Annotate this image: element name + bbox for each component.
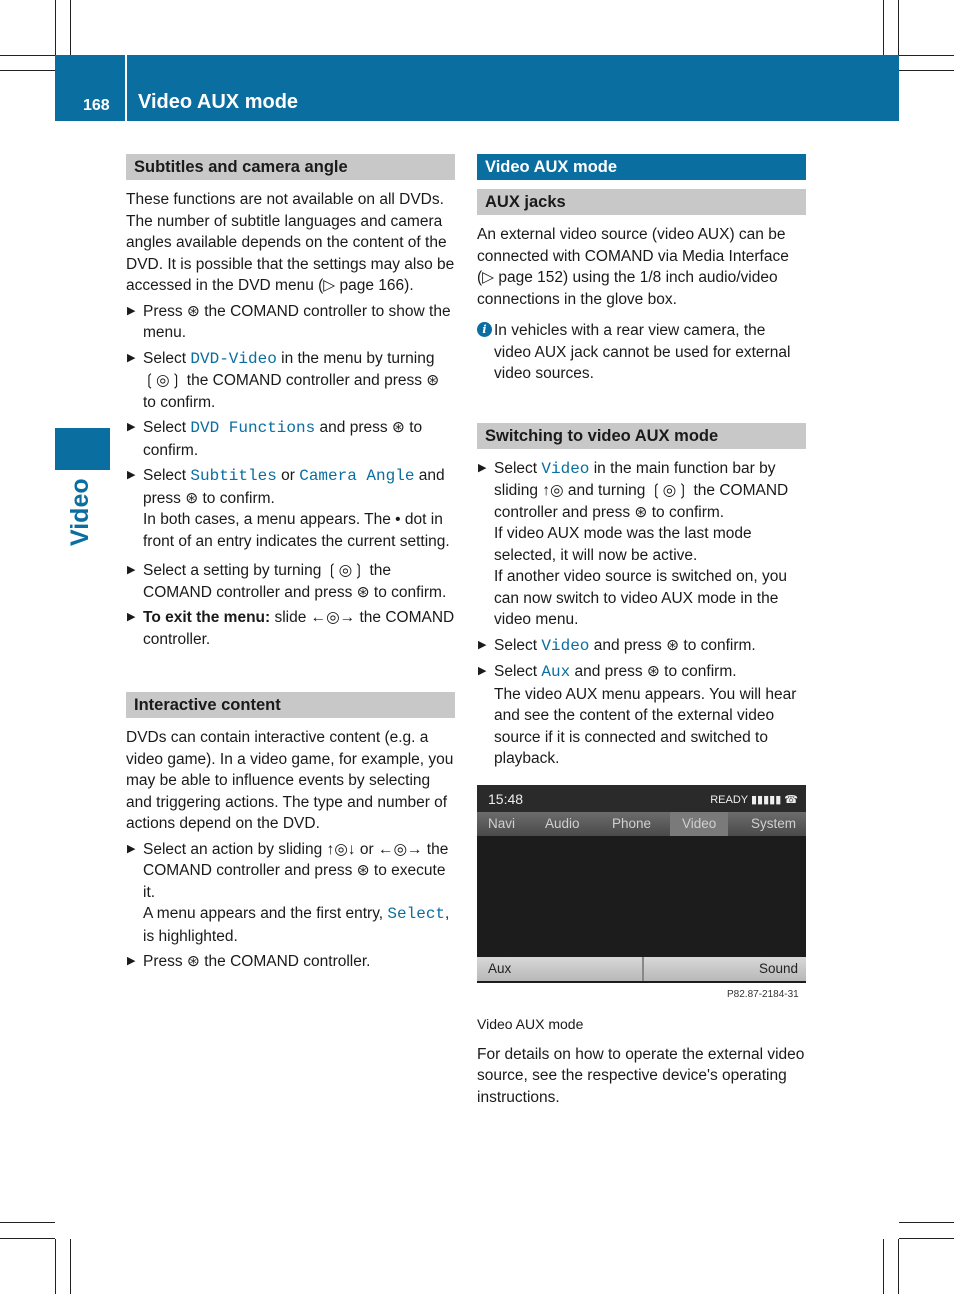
crop-mark [899,55,954,56]
list-item: ▶ Select DVD Functions and press ⊛ to confirm. [127,419,423,459]
crop-mark [883,1239,884,1294]
info-note: i In vehicles with a rear view camera, the video AUX jack cannot be used for external video sources. [477,320,806,385]
bullet-arrow-icon: ▶ [127,469,136,481]
screen-status-bar [477,785,806,812]
screen-bottom-sound: Sound [758,961,798,976]
bullet-arrow-icon: ▶ [478,638,487,651]
side-tab-marker [55,428,110,470]
crop-mark [70,1239,71,1294]
paragraph: DVDs can contain interactive content (e.g. a video game). In a video game, for example, you may be able to influence events by selecting and triggering actions. The type and number of actions depend on the DVD. [126,729,454,832]
crop-mark [899,1222,954,1223]
bullet-arrow-icon: ▶ [478,665,487,677]
list-item: ▶ Select Aux and press ⊛ to confirm. The video AUX menu appears. You will hear and see the content of the external video source if it is connected and switched to playback. [478,663,797,767]
crop-mark [55,1239,56,1294]
crop-mark [70,0,71,55]
crop-mark [0,1238,55,1239]
crop-mark [898,1239,899,1294]
list-item: ▶ Select Subtitles or Camera Angle and press ⊛ to confirm. In both cases, a menu appears. The • dot in front of an entry indicates the current setting. [127,467,450,550]
header-divider [125,55,127,121]
list-item: ▶ Press ⊛ the COMAND controller to show the menu. [127,302,451,341]
list-item: ▶ Select an action by sliding ↑◎↓ or ←◎→ the COMAND controller and press ⊛ to execute it. A menu appears and the first entry, Select, is highlighted. [127,840,450,945]
menu-term: DVD Functions [190,419,316,437]
info-icon: i [477,322,492,337]
crop-mark [0,70,55,71]
bullet-arrow-icon: ▶ [127,842,136,855]
section-title-subtitles: Subtitles and camera angle [126,154,455,180]
right-column-lower [477,1014,806,1112]
paragraph: These functions are not available on all DVDs. The number of subtitle languages and camera angles available depends on the content of the DVD. It is possible that the settings may also be accessed in the DVD menu (▷ page 166). [126,191,455,294]
section-title-aux-jacks: AUX jacks [477,189,806,215]
screen-menu-system: System [751,816,797,831]
list-item: ▶ Select Video in the main function bar by sliding ↑◎ and turning ❲◎❳ the COMAND controller and press ⊛ to confirm. If video AUX mode was the last mode selected, it will now be active. If another video source is switched on, you can now switch to video AUX mode in the video menu. [478,459,789,628]
bullet-arrow-icon: ▶ [127,611,136,623]
list-item: ▶ Select DVD-Video in the menu by turning ❲◎❳ the COMAND controller and press ⊛ to confirm. [127,349,440,411]
menu-term: Video [541,459,590,478]
screen-menu-phone: Phone [612,816,652,831]
menu-term: DVD-Video [190,349,277,368]
screen-menu-audio: Audio [545,816,580,831]
page-number: 168 [83,97,110,114]
menu-term: Camera Angle [299,467,415,485]
page-title: Video AUX mode [138,91,299,113]
image-id: P82.87-2184-31 [727,989,799,1000]
bullet-arrow-icon: ▶ [127,351,136,364]
list-item: ▶ To exit the menu: slide ←◎→ the COMAND controller. [127,609,455,648]
screen-time: 15:48 [488,791,524,807]
list-item: ▶ Select Video and press ⊛ to confirm. [478,636,756,655]
list-item: ▶ Select a setting by turning ❲◎❳ the COMAND controller and press ⊛ to confirm. [127,562,447,601]
menu-term: Subtitles [190,467,277,485]
menu-term: Aux [541,663,571,681]
page-header [55,55,899,121]
paragraph: For details on how to operate the external video source, see the respective device's operating instructions. [477,1045,805,1106]
crop-mark [899,1238,954,1239]
bullet-arrow-icon: ▶ [478,461,487,474]
side-tab-label: Video [66,478,94,546]
right-column [477,154,806,774]
crop-mark [55,0,56,55]
bullet-arrow-icon: ▶ [127,955,136,967]
section-title-video-aux: Video AUX mode [477,154,806,180]
list-note: In both cases, a menu appears. The • dot in front of an entry indicates the current setting. [143,511,450,550]
screen-menu-bar [477,812,806,836]
screen-menu-navi: Navi [488,816,516,831]
crop-mark [899,70,954,71]
screen-bottom-divider [642,957,644,981]
menu-term: Video [541,636,590,655]
paragraph: An external video source (video AUX) can be connected with COMAND via Media Interface (▷ page 152) using the 1/8 inch audio/video connections in the glove box. [477,226,789,308]
left-column [126,154,455,977]
screen-status: READY ▮▮▮▮▮ ☎ [710,794,798,806]
crop-mark [883,0,884,55]
crop-mark [0,1222,55,1223]
bullet-arrow-icon: ▶ [127,304,136,317]
screen-bottom-aux: Aux [488,961,512,976]
list-item: ▶ Press ⊛ the COMAND controller. [126,951,455,973]
screen-menu-video: Video [670,812,728,836]
menu-term: Select [387,905,446,923]
device-screen-image [477,785,806,983]
crop-mark [0,55,55,56]
section-title-interactive: Interactive content [126,692,455,718]
figure-caption: Video AUX mode [477,1016,584,1032]
crop-mark [898,0,899,55]
bullet-arrow-icon: ▶ [127,564,136,576]
section-title-switching: Switching to video AUX mode [477,423,806,449]
bullet-arrow-icon: ▶ [127,421,136,433]
